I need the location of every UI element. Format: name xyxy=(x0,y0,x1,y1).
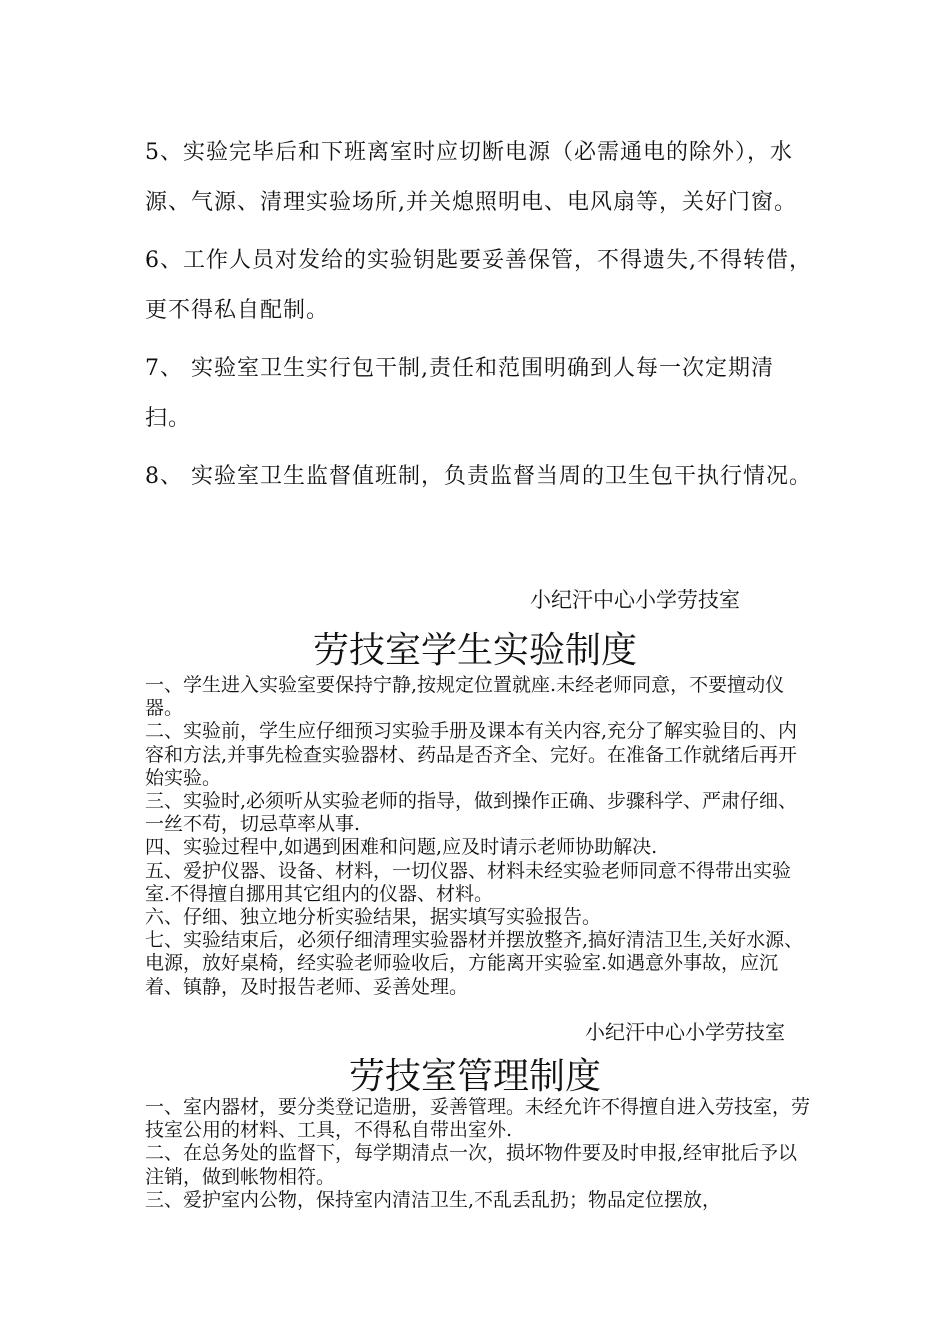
student-lab-rules xyxy=(145,674,815,999)
student-rule-1: 一、学生进入实验室要保持宁静,按规定位置就座.未经老师同意，不要擅动仪器。 xyxy=(145,674,785,720)
student-rule-2: 二、实验前，学生应仔细预习实验手册及课本有关内容,充分了解实验目的、内容和方法,并事先检查实验器材、药品是否齐全、完好。在准备工作就绪后再开始实验。 xyxy=(145,720,798,789)
title-management-rules: 劳技室管理制度 xyxy=(348,1056,601,1097)
rule-item-5: 5、实验完毕后和下班离室时应切断电源（必需通电的除外），水源、气源、清理实验场所,并关熄照明电、电风扇等，关好门窗。 xyxy=(145,140,797,215)
student-rule-6: 六、仔细、独立地分析实验结果，据实填写实验报告。 xyxy=(145,906,602,929)
lab-rules-continued xyxy=(145,128,815,510)
manage-rule-2: 二、在总务处的监督下，每学期清点一次，损坏物件要及时申报,经审批后予以注销，做到帐物相符。 xyxy=(145,1142,798,1188)
rule-item-8: 8、 实验室卫生监督值班制，负责监督当周的卫生包干执行情况。 xyxy=(145,464,812,489)
manage-rule-3: 三、爱护室内公物，保持室内清洁卫生,不乱丢乱扔；物品定位摆放， xyxy=(145,1188,722,1211)
student-rule-4: 四、实验过程中,如遇到困难和问题,应及时请示老师协助解决. xyxy=(145,836,658,859)
management-rules xyxy=(145,1096,815,1212)
manage-rule-1: 一、室内器材，要分类登记造册，妥善管理。未经允许不得擅自进入劳技室，劳技室公用的材料、工具，不得私自带出室外. xyxy=(145,1096,811,1142)
student-rule-5: 五、爱护仪器、设备、材料，一切仪器、材料未经实验老师同意不得带出实验室.不得擅自挪用其它组内的仪器、材料。 xyxy=(145,859,792,905)
rule-item-6: 6、工作人员对发给的实验钥匙要妥善保管，不得遗失,不得转借，更不得私自配制。 xyxy=(145,248,812,323)
rule-item-7: 7、 实验室卫生实行包干制,责任和范围明确到人每一次定期清扫。 xyxy=(145,356,774,431)
signature-student-section: 小纪汗中心小学劳技室 xyxy=(585,1020,785,1044)
title-student-lab-rules: 劳技室学生实验制度 xyxy=(312,630,637,671)
student-rule-3: 三、实验时,必须听从实验老师的指导，做到操作正确、步骤科学、严肃仔细、一丝不苟，切忌草率从事. xyxy=(145,790,798,836)
signature-top: 小纪汗中心小学劳技室 xyxy=(530,588,740,612)
student-rule-7: 七、实验结束后，必须仔细清理实验器材并摆放整齐,搞好清洁卫生,关好水源、电源，放好桌椅，经实验老师验收后，方能离开实验室.如遇意外事故，应沉着、镇静，及时报告老师、妥善处理。 xyxy=(145,929,804,998)
